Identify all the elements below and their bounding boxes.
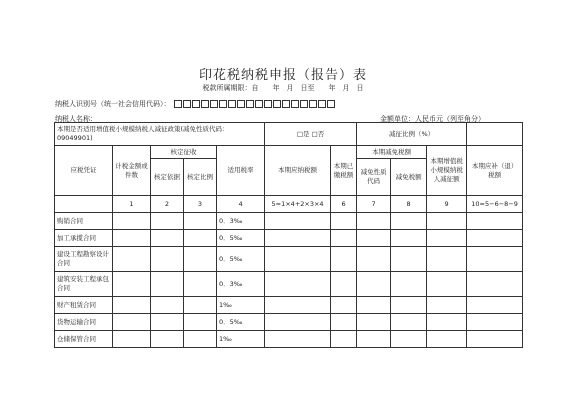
table-row — [55, 331, 523, 348]
row-tax-rate: 0．3‰ — [217, 272, 265, 297]
input-cell[interactable] — [265, 230, 331, 247]
input-cell[interactable] — [184, 272, 217, 297]
input-cell[interactable] — [151, 247, 184, 272]
input-cell[interactable] — [265, 297, 331, 314]
taxpayer-name-label: 纳税人名称： — [55, 115, 97, 123]
col-number: 6 — [331, 196, 357, 213]
row-voucher-name: 加工承揽合同 — [55, 230, 113, 247]
input-cell[interactable] — [427, 213, 467, 230]
input-cell[interactable] — [391, 297, 427, 314]
input-cell[interactable] — [113, 213, 151, 230]
input-cell[interactable] — [331, 314, 357, 331]
header-amount: 计税金额或件数 — [113, 146, 151, 196]
input-cell[interactable] — [184, 314, 217, 331]
row-tax-rate: 0．5‰ — [217, 314, 265, 331]
header-rate: 适用税率 — [217, 146, 265, 196]
tax-period: 税款所属期限：自 年 月 日至 年 月 日 — [202, 84, 364, 92]
header-refund: 本期应补（退）税额 — [467, 146, 523, 196]
col-number: 8 — [391, 196, 427, 213]
yes-no-checkboxes[interactable]: □是 □否 — [265, 123, 357, 146]
form-title: 印花税纳税申报（报告）表 — [198, 68, 367, 83]
header-small-reduce: 本期增值税小规模纳税人减征额 — [427, 146, 467, 196]
table-row — [55, 230, 523, 247]
input-cell[interactable] — [391, 230, 427, 247]
row-voucher-name: 仓储保管合同 — [55, 331, 113, 348]
input-cell[interactable] — [467, 297, 523, 314]
input-cell[interactable] — [151, 213, 184, 230]
input-cell[interactable] — [467, 247, 523, 272]
table-row — [55, 314, 523, 331]
table-row — [55, 297, 523, 314]
input-cell[interactable] — [113, 331, 151, 348]
input-cell[interactable] — [151, 297, 184, 314]
input-cell[interactable] — [391, 314, 427, 331]
col-number-blank — [55, 196, 113, 213]
row-tax-rate: 1‰ — [217, 331, 265, 348]
row-tax-rate: 1‰ — [217, 297, 265, 314]
input-cell[interactable] — [357, 247, 391, 272]
input-cell[interactable] — [467, 314, 523, 331]
input-cell[interactable] — [427, 331, 467, 348]
input-cell[interactable] — [467, 230, 523, 247]
reduction-ratio-value[interactable] — [467, 123, 523, 146]
input-cell[interactable] — [265, 272, 331, 297]
header-verified: 核定征收 — [151, 146, 217, 159]
input-cell[interactable] — [331, 297, 357, 314]
input-cell[interactable] — [357, 272, 391, 297]
col-number: 3 — [184, 196, 217, 213]
col-number: 1 — [113, 196, 151, 213]
input-cell[interactable] — [331, 331, 357, 348]
input-cell[interactable] — [265, 314, 331, 331]
header-payable: 本期应纳税额 — [265, 146, 331, 196]
input-cell[interactable] — [467, 331, 523, 348]
row-tax-rate: 0．3‰ — [217, 213, 265, 230]
input-cell[interactable] — [151, 331, 184, 348]
col-number: 4 — [217, 196, 265, 213]
input-cell[interactable] — [427, 314, 467, 331]
input-cell[interactable] — [184, 230, 217, 247]
row-voucher-name: 建设工程勘察设计合同 — [55, 247, 113, 272]
row-tax-rate: 0．5‰ — [217, 247, 265, 272]
input-cell[interactable] — [357, 297, 391, 314]
input-cell[interactable] — [113, 314, 151, 331]
input-cell[interactable] — [427, 272, 467, 297]
col-number: 7 — [357, 196, 391, 213]
input-cell[interactable] — [427, 297, 467, 314]
table-row — [55, 272, 523, 297]
input-cell[interactable] — [467, 272, 523, 297]
input-cell[interactable] — [391, 247, 427, 272]
input-cell[interactable] — [113, 297, 151, 314]
taxpayer-id-row — [55, 99, 335, 109]
amount-unit: 金额单位：人民币元（列至角分） — [380, 115, 485, 123]
input-cell[interactable] — [265, 247, 331, 272]
small-scale-question: 本期是否适用增值税小规模纳税人减征政策(减免性质代码：09049901) — [55, 123, 265, 146]
row-tax-rate: 0．5‰ — [217, 230, 265, 247]
input-cell[interactable] — [265, 331, 331, 348]
stamp-tax-table — [54, 122, 523, 348]
header-exempt-amount: 减免税额 — [391, 159, 427, 196]
input-cell[interactable] — [151, 314, 184, 331]
input-cell[interactable] — [113, 230, 151, 247]
input-cell[interactable] — [357, 331, 391, 348]
col-number: 2 — [151, 196, 184, 213]
input-cell[interactable] — [184, 331, 217, 348]
input-cell[interactable] — [391, 213, 427, 230]
input-cell[interactable] — [357, 314, 391, 331]
row-voucher-name: 财产租赁合同 — [55, 297, 113, 314]
col-number: 10=5−6−8−9 — [467, 196, 523, 213]
row-voucher-name: 货物运输合同 — [55, 314, 113, 331]
header-verified-ratio: 核定比例 — [184, 159, 217, 196]
input-cell[interactable] — [331, 272, 357, 297]
input-cell[interactable] — [265, 213, 331, 230]
col-number: 9 — [427, 196, 467, 213]
input-cell[interactable] — [184, 213, 217, 230]
input-cell[interactable] — [427, 247, 467, 272]
header-paid: 本期已缴税额 — [331, 146, 357, 196]
row-voucher-name: 建筑安装工程承包合同 — [55, 272, 113, 297]
input-cell[interactable] — [331, 213, 357, 230]
reduction-ratio-label: 减征比例（%） — [357, 123, 467, 146]
input-cell[interactable] — [151, 272, 184, 297]
input-cell[interactable] — [331, 247, 357, 272]
input-cell[interactable] — [427, 230, 467, 247]
taxpayer-id-boxes[interactable] — [174, 100, 335, 108]
row-voucher-name: 购销合同 — [55, 213, 113, 230]
input-cell[interactable] — [391, 272, 427, 297]
input-cell[interactable] — [467, 213, 523, 230]
header-exempt-code: 减免性质代码 — [357, 159, 391, 196]
header-verified-basis: 核定依据 — [151, 159, 184, 196]
taxpayer-id-label: 纳税人识别号（统一社会信用代码）： — [55, 100, 171, 108]
input-cell[interactable] — [357, 230, 391, 247]
input-cell[interactable] — [184, 297, 217, 314]
input-cell[interactable] — [357, 213, 391, 230]
col-number: 5=1×4+2×3×4 — [265, 196, 331, 213]
input-cell[interactable] — [113, 247, 151, 272]
header-voucher: 应税凭证 — [55, 146, 113, 196]
input-cell[interactable] — [331, 230, 357, 247]
header-exempt: 本期减免税额 — [357, 146, 427, 159]
input-cell[interactable] — [184, 247, 217, 272]
input-cell[interactable] — [151, 230, 184, 247]
table-row — [55, 247, 523, 272]
input-cell[interactable] — [113, 272, 151, 297]
table-body — [55, 213, 523, 348]
input-cell[interactable] — [391, 331, 427, 348]
table-row — [55, 213, 523, 230]
